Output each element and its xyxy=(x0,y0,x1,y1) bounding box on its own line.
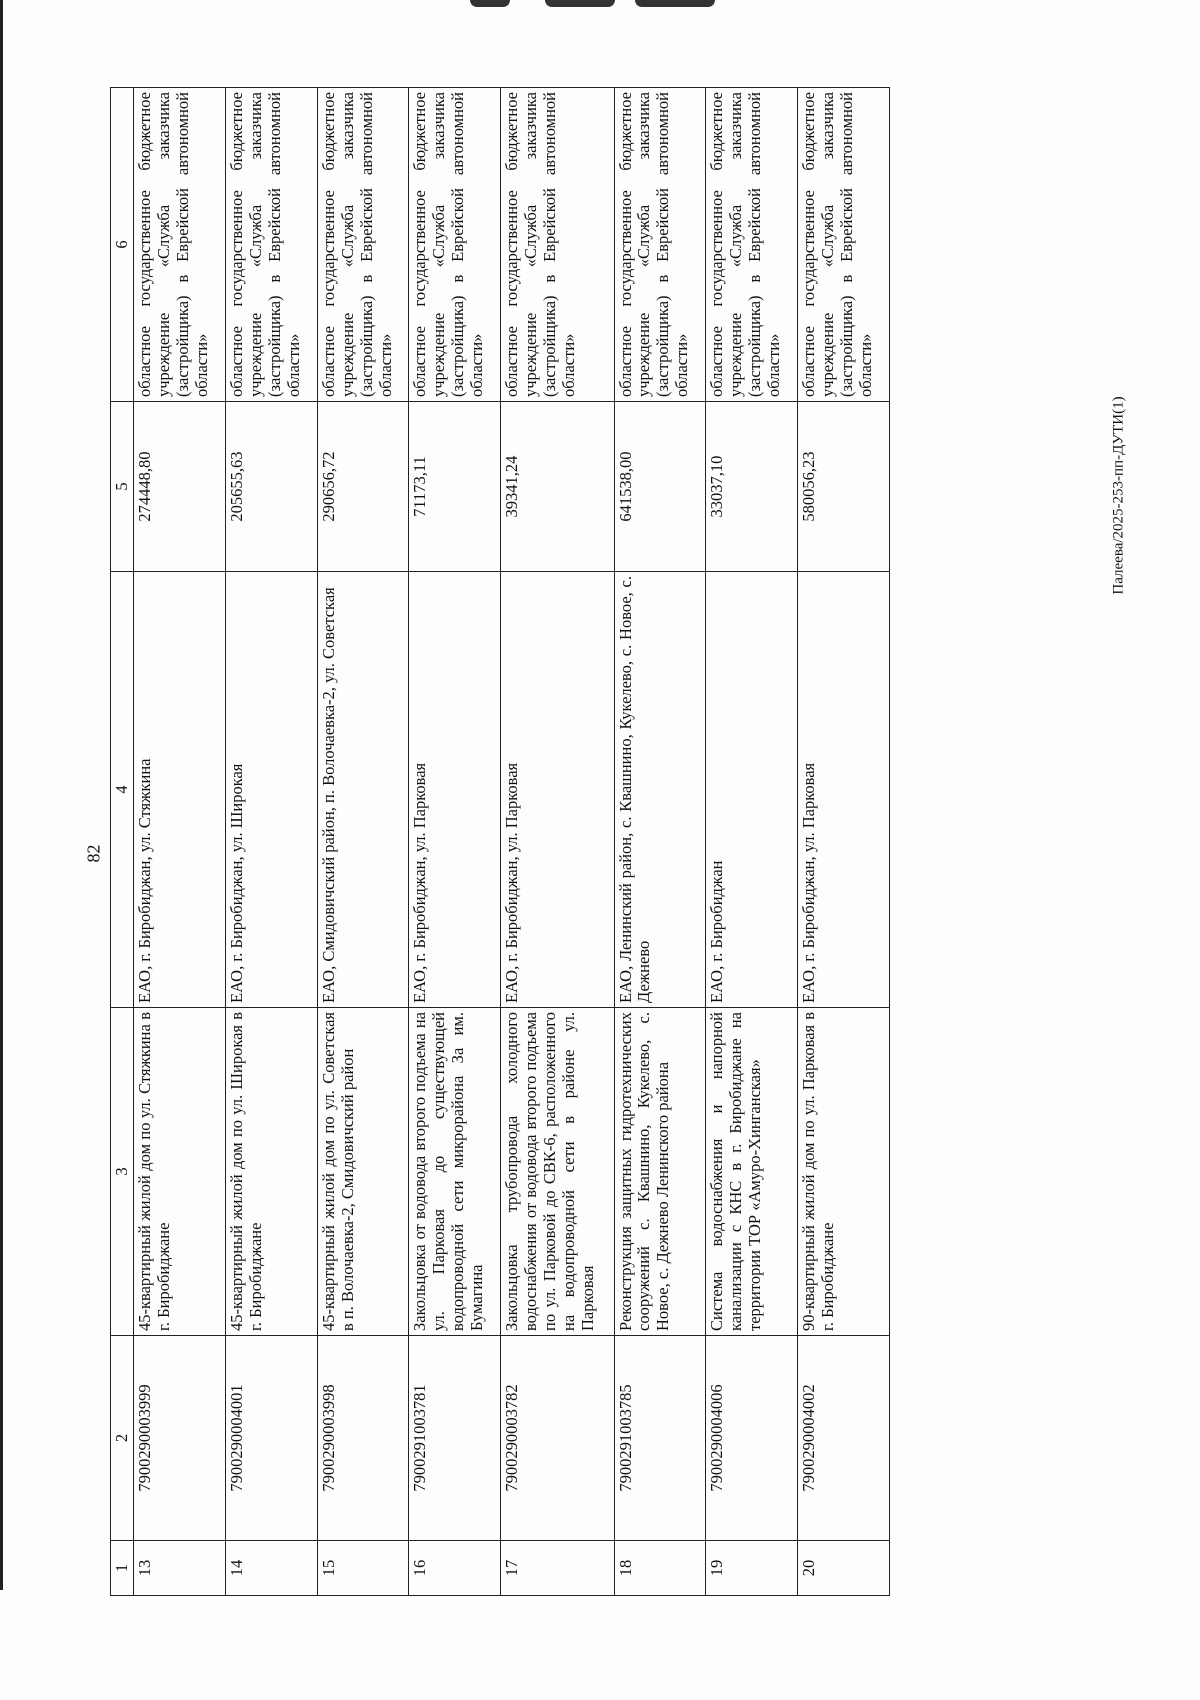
document-code: Палеева/2025-253-пп-ДУТИ(1) xyxy=(1110,395,1127,595)
object-address: ЕАО, г. Биробиджан, ул. Стяжкина xyxy=(134,572,226,1008)
customer-organization: областное государственное бюджетное учреждение «Служба заказчика (застройщика) в Еврейской автономной области» xyxy=(134,88,226,402)
objects-table xyxy=(110,87,890,1596)
header-col-6: 6 xyxy=(111,88,134,402)
object-amount: 580056,23 xyxy=(798,402,890,572)
page-number: 82 xyxy=(83,844,104,863)
customer-organization: областное государственное бюджетное учреждение «Служба заказчика (застройщика) в Еврейской автономной области» xyxy=(706,88,798,402)
object-address: ЕАО, г. Биробиджан, ул. Парковая xyxy=(798,572,890,1008)
customer-organization: областное государственное бюджетное учреждение «Служба заказчика (застройщика) в Еврейской автономной области» xyxy=(225,88,317,402)
table-row xyxy=(501,88,614,1596)
table-row xyxy=(706,88,798,1596)
object-name: 90-квартирный жилой дом по ул. Парковая в г. Биробиджане xyxy=(798,1008,890,1336)
table-row xyxy=(614,88,706,1596)
row-number: 17 xyxy=(501,1541,614,1596)
object-address: ЕАО, г. Биробиджан, ул. Парковая xyxy=(501,572,614,1008)
object-amount: 205655,63 xyxy=(225,402,317,572)
table-row xyxy=(134,88,226,1596)
table-row xyxy=(798,88,890,1596)
object-amount: 641538,00 xyxy=(614,402,706,572)
object-code: 7900290004002 xyxy=(798,1336,890,1541)
object-code: 7900290004001 xyxy=(225,1336,317,1541)
object-code: 7900290003782 xyxy=(501,1336,614,1541)
customer-organization: областное государственное бюджетное учреждение «Служба заказчика (застройщика) в Еврейской автономной области» xyxy=(409,88,501,402)
object-name: Система водоснабжения и напорной канализации с КНС в г. Биробиджане на территории ТОР «Амуро-Хинганская» xyxy=(706,1008,798,1336)
row-number: 15 xyxy=(317,1541,409,1596)
row-number: 18 xyxy=(614,1541,706,1596)
header-col-2: 2 xyxy=(111,1336,134,1541)
object-name: 45-квартирный жилой дом по ул. Советская в п. Волочаевка-2, Смидовичский район xyxy=(317,1008,409,1336)
object-code: 7900290004006 xyxy=(706,1336,798,1541)
table-row xyxy=(317,88,409,1596)
table-row xyxy=(225,88,317,1596)
row-number: 20 xyxy=(798,1541,890,1596)
object-code: 7900290003999 xyxy=(134,1336,226,1541)
object-name: 45-квартирный жилой дом по ул. Широкая в г. Биробиджане xyxy=(225,1008,317,1336)
row-number: 19 xyxy=(706,1541,798,1596)
table-row xyxy=(409,88,501,1596)
scan-edge-line xyxy=(0,0,3,1590)
object-name: 45-квартирный жилой дом по ул. Стяжкина в г. Биробиджане xyxy=(134,1008,226,1336)
object-code: 7900291003781 xyxy=(409,1336,501,1541)
customer-organization: областное государственное бюджетное учреждение «Служба заказчика (застройщика) в Еврейской автономной области» xyxy=(501,88,614,402)
row-number: 16 xyxy=(409,1541,501,1596)
table-header-row xyxy=(111,88,134,1596)
object-address: ЕАО, Смидовичский район, п. Волочаевка-2, ул. Советская xyxy=(317,572,409,1008)
scan-artifact xyxy=(470,0,730,10)
customer-organization: областное государственное бюджетное учреждение «Служба заказчика (застройщика) в Еврейской автономной области» xyxy=(317,88,409,402)
header-col-5: 5 xyxy=(111,402,134,572)
object-name: Закольцовка от водовода второго подъема на ул. Парковая до существующей водопроводной сети микрорайона За им. Бумагина xyxy=(409,1008,501,1336)
object-amount: 274448,80 xyxy=(134,402,226,572)
object-name: Реконструкция защитных гидротехнических сооружений с. Квашнино, Кукелево, с. Новое, с. Дежнево Ленинского района xyxy=(614,1008,706,1336)
customer-organization: областное государственное бюджетное учреждение «Служба заказчика (застройщика) в Еврейской автономной области» xyxy=(798,88,890,402)
object-amount: 39341,24 xyxy=(501,402,614,572)
row-number: 13 xyxy=(134,1541,226,1596)
object-address: ЕАО, г. Биробиджан xyxy=(706,572,798,1008)
header-col-4: 4 xyxy=(111,572,134,1008)
rotated-table-container xyxy=(110,88,890,1596)
object-address: ЕАО, Ленинский район, с. Квашнино, Кукелево, с. Новое, с. Дежнево xyxy=(614,572,706,1008)
object-amount: 71173,11 xyxy=(409,402,501,572)
object-code: 7900291003785 xyxy=(614,1336,706,1541)
object-code: 7900290003998 xyxy=(317,1336,409,1541)
object-address: ЕАО, г. Биробиджан, ул. Широкая xyxy=(225,572,317,1008)
object-amount: 33037,10 xyxy=(706,402,798,572)
row-number: 14 xyxy=(225,1541,317,1596)
customer-organization: областное государственное бюджетное учреждение «Служба заказчика (застройщика) в Еврейской автономной области» xyxy=(614,88,706,402)
header-col-1: 1 xyxy=(111,1541,134,1596)
object-address: ЕАО, г. Биробиджан, ул. Парковая xyxy=(409,572,501,1008)
header-col-3: 3 xyxy=(111,1008,134,1336)
object-name: Закольцовка трубопровода холодного водоснабжения от водовода второго подъема по ул. Парковой до СВК-6, расположенного на водопроводной сети в районе ул. Парковая xyxy=(501,1008,614,1336)
object-amount: 290656,72 xyxy=(317,402,409,572)
